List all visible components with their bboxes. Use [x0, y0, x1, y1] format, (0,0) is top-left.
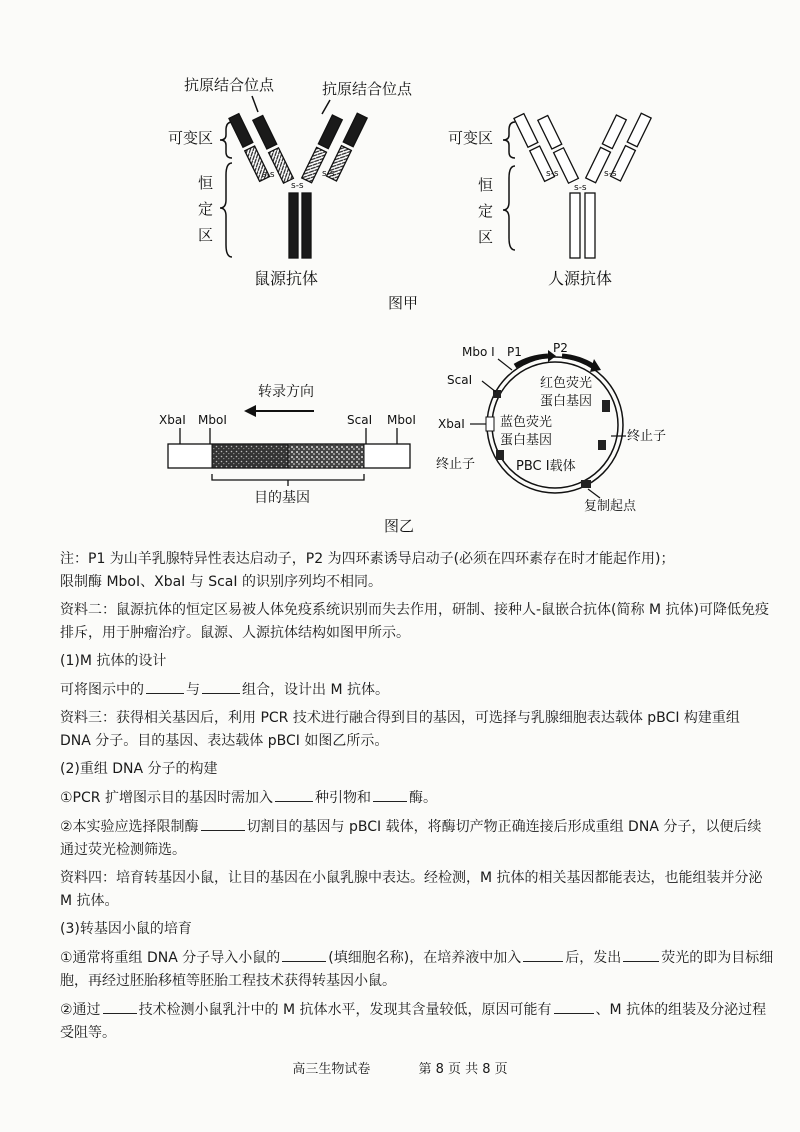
mboi-label-gene-left: MboI [198, 413, 227, 427]
svg-text:s-s: s-s [546, 169, 559, 179]
blue-fluor-gene-line1: 蓝色荧光 [500, 415, 553, 430]
svg-text:s-s: s-s [322, 169, 335, 179]
figure-jia-title: 图甲 [388, 294, 419, 312]
material-three: 资料三：获得相关基因后，利用 PCR 技术进行融合得到目的基因，可选择与乳腺细胞表达载体 pBCI 构建重组 DNA 分子。目的基因、表达载体 pBCI 如图乙所示。 [60, 710, 740, 749]
q3-title: (3)转基因小鼠的培育 [60, 921, 192, 937]
terminator-label-left: 终止子 [436, 457, 476, 472]
q2-title: (2)重组 DNA 分子的构建 [60, 761, 218, 777]
mboi-label-plasmid: Mbo I [462, 345, 495, 359]
answer-blank [202, 678, 240, 694]
q1-title: (1)M 抗体的设计 [60, 653, 167, 669]
red-fluor-gene-line2: 蛋白基因 [540, 394, 593, 409]
answer-blank [282, 946, 326, 962]
answer-blank [201, 815, 245, 831]
variable-region-label-left: 可变区 [168, 129, 214, 147]
mouse-antibody-caption: 鼠源抗体 [254, 269, 319, 288]
mouse-antibody [168, 76, 413, 288]
plasmid-name: PBC Ⅰ载体 [516, 459, 576, 474]
antigen-site-label-left: 抗原结合位点 [184, 76, 275, 94]
plasmid-diagram [436, 341, 666, 514]
figures-svg [0, 0, 800, 545]
svg-text:s-s: s-s [604, 169, 617, 179]
question-text [60, 548, 775, 1050]
constant-region-label-left: 恒定区 [198, 174, 214, 244]
svg-text:s-s: s-s [291, 181, 304, 191]
figure-yi-title: 图乙 [384, 517, 415, 535]
antigen-site-label-right: 抗原结合位点 [322, 80, 413, 98]
target-gene-diagram [159, 384, 416, 506]
material-two: 资料二：鼠源抗体的恒定区易被人体免疫系统识别而失去作用，研制、接种人-鼠嵌合抗体(简称 M 抗体)可降低免疫排斥，用于肿瘤治疗。鼠源、人源抗体结构如图甲所示。 [60, 602, 769, 641]
mboi-label-gene-right: MboI [387, 413, 416, 427]
xbai-label-plasmid: XbaI [438, 417, 465, 431]
footer-page: 第 8 页 共 8 页 [418, 1062, 508, 1077]
transcription-direction-label: 转录方向 [258, 384, 314, 400]
page-footer [0, 1058, 800, 1077]
note: 注：P1 为山羊乳腺特异性表达启动子，P2 为四环素诱导启动子(必须在四环素存在时才能起作用)； 限制酶 MboI、XbaI 与 ScaI 的识别序列均不相同。 [60, 551, 675, 590]
q3-part2: ②通过 技术检测小鼠乳汁中的 M 抗体水平，发现其含量较低，原因可能有 、M 抗体的组装及分泌过程受阻等。 [60, 998, 775, 1045]
p1-label: P1 [507, 345, 522, 359]
answer-blank [103, 998, 137, 1014]
target-gene-caption: 目的基因 [254, 490, 310, 506]
svg-text:s-s: s-s [262, 170, 275, 180]
svg-text:s-s: s-s [574, 183, 587, 193]
blue-fluor-gene-line2: 蛋白基因 [500, 433, 553, 448]
answer-blank [146, 678, 184, 694]
answer-blank [623, 946, 659, 962]
q1-body: 可将图示中的 与 组合，设计出 M 抗体。 [60, 678, 775, 702]
variable-region-label-right: 可变区 [448, 129, 494, 147]
material-four: 资料四：培育转基因小鼠，让目的基因在小鼠乳腺中表达。经检测，M 抗体的相关基因都能表达，也能组装并分泌 M 抗体。 [60, 870, 763, 909]
xbai-label-gene: XbaI [159, 413, 186, 427]
answer-blank [554, 998, 594, 1014]
answer-blank [373, 786, 407, 802]
q3-part1: ①通常将重组 DNA 分子导入小鼠的 (填细胞名称)，在培养液中加入 后，发出 荧光的即为目标细胞，再经过胚胎移植等胚胎工程技术获得转基因小鼠。 [60, 946, 775, 993]
ori-label: 复制起点 [584, 499, 637, 514]
human-antibody-caption: 人源抗体 [548, 269, 613, 288]
q2-part2: ②本实验应选择限制酶 切割目的基因与 pBCI 载体，将酶切产物正确连接后形成重组 DNA 分子，以便后续通过荧光检测筛选。 [60, 815, 775, 862]
scai-label-gene: ScaI [347, 413, 373, 427]
q2-part1: ①PCR 扩增图示目的基因时需加入 种引物和 酶。 [60, 786, 775, 810]
scai-label-plasmid: ScaI [447, 373, 473, 387]
p2-label: P2 [553, 341, 568, 355]
human-antibody [448, 113, 651, 288]
answer-blank [523, 946, 563, 962]
terminator-label-right: 终止子 [627, 429, 667, 444]
footer-subject: 高三生物试卷 [292, 1062, 371, 1077]
constant-region-label-right: 恒定区 [478, 176, 494, 246]
answer-blank [275, 786, 313, 802]
red-fluor-gene-line1: 红色荧光 [540, 376, 593, 391]
